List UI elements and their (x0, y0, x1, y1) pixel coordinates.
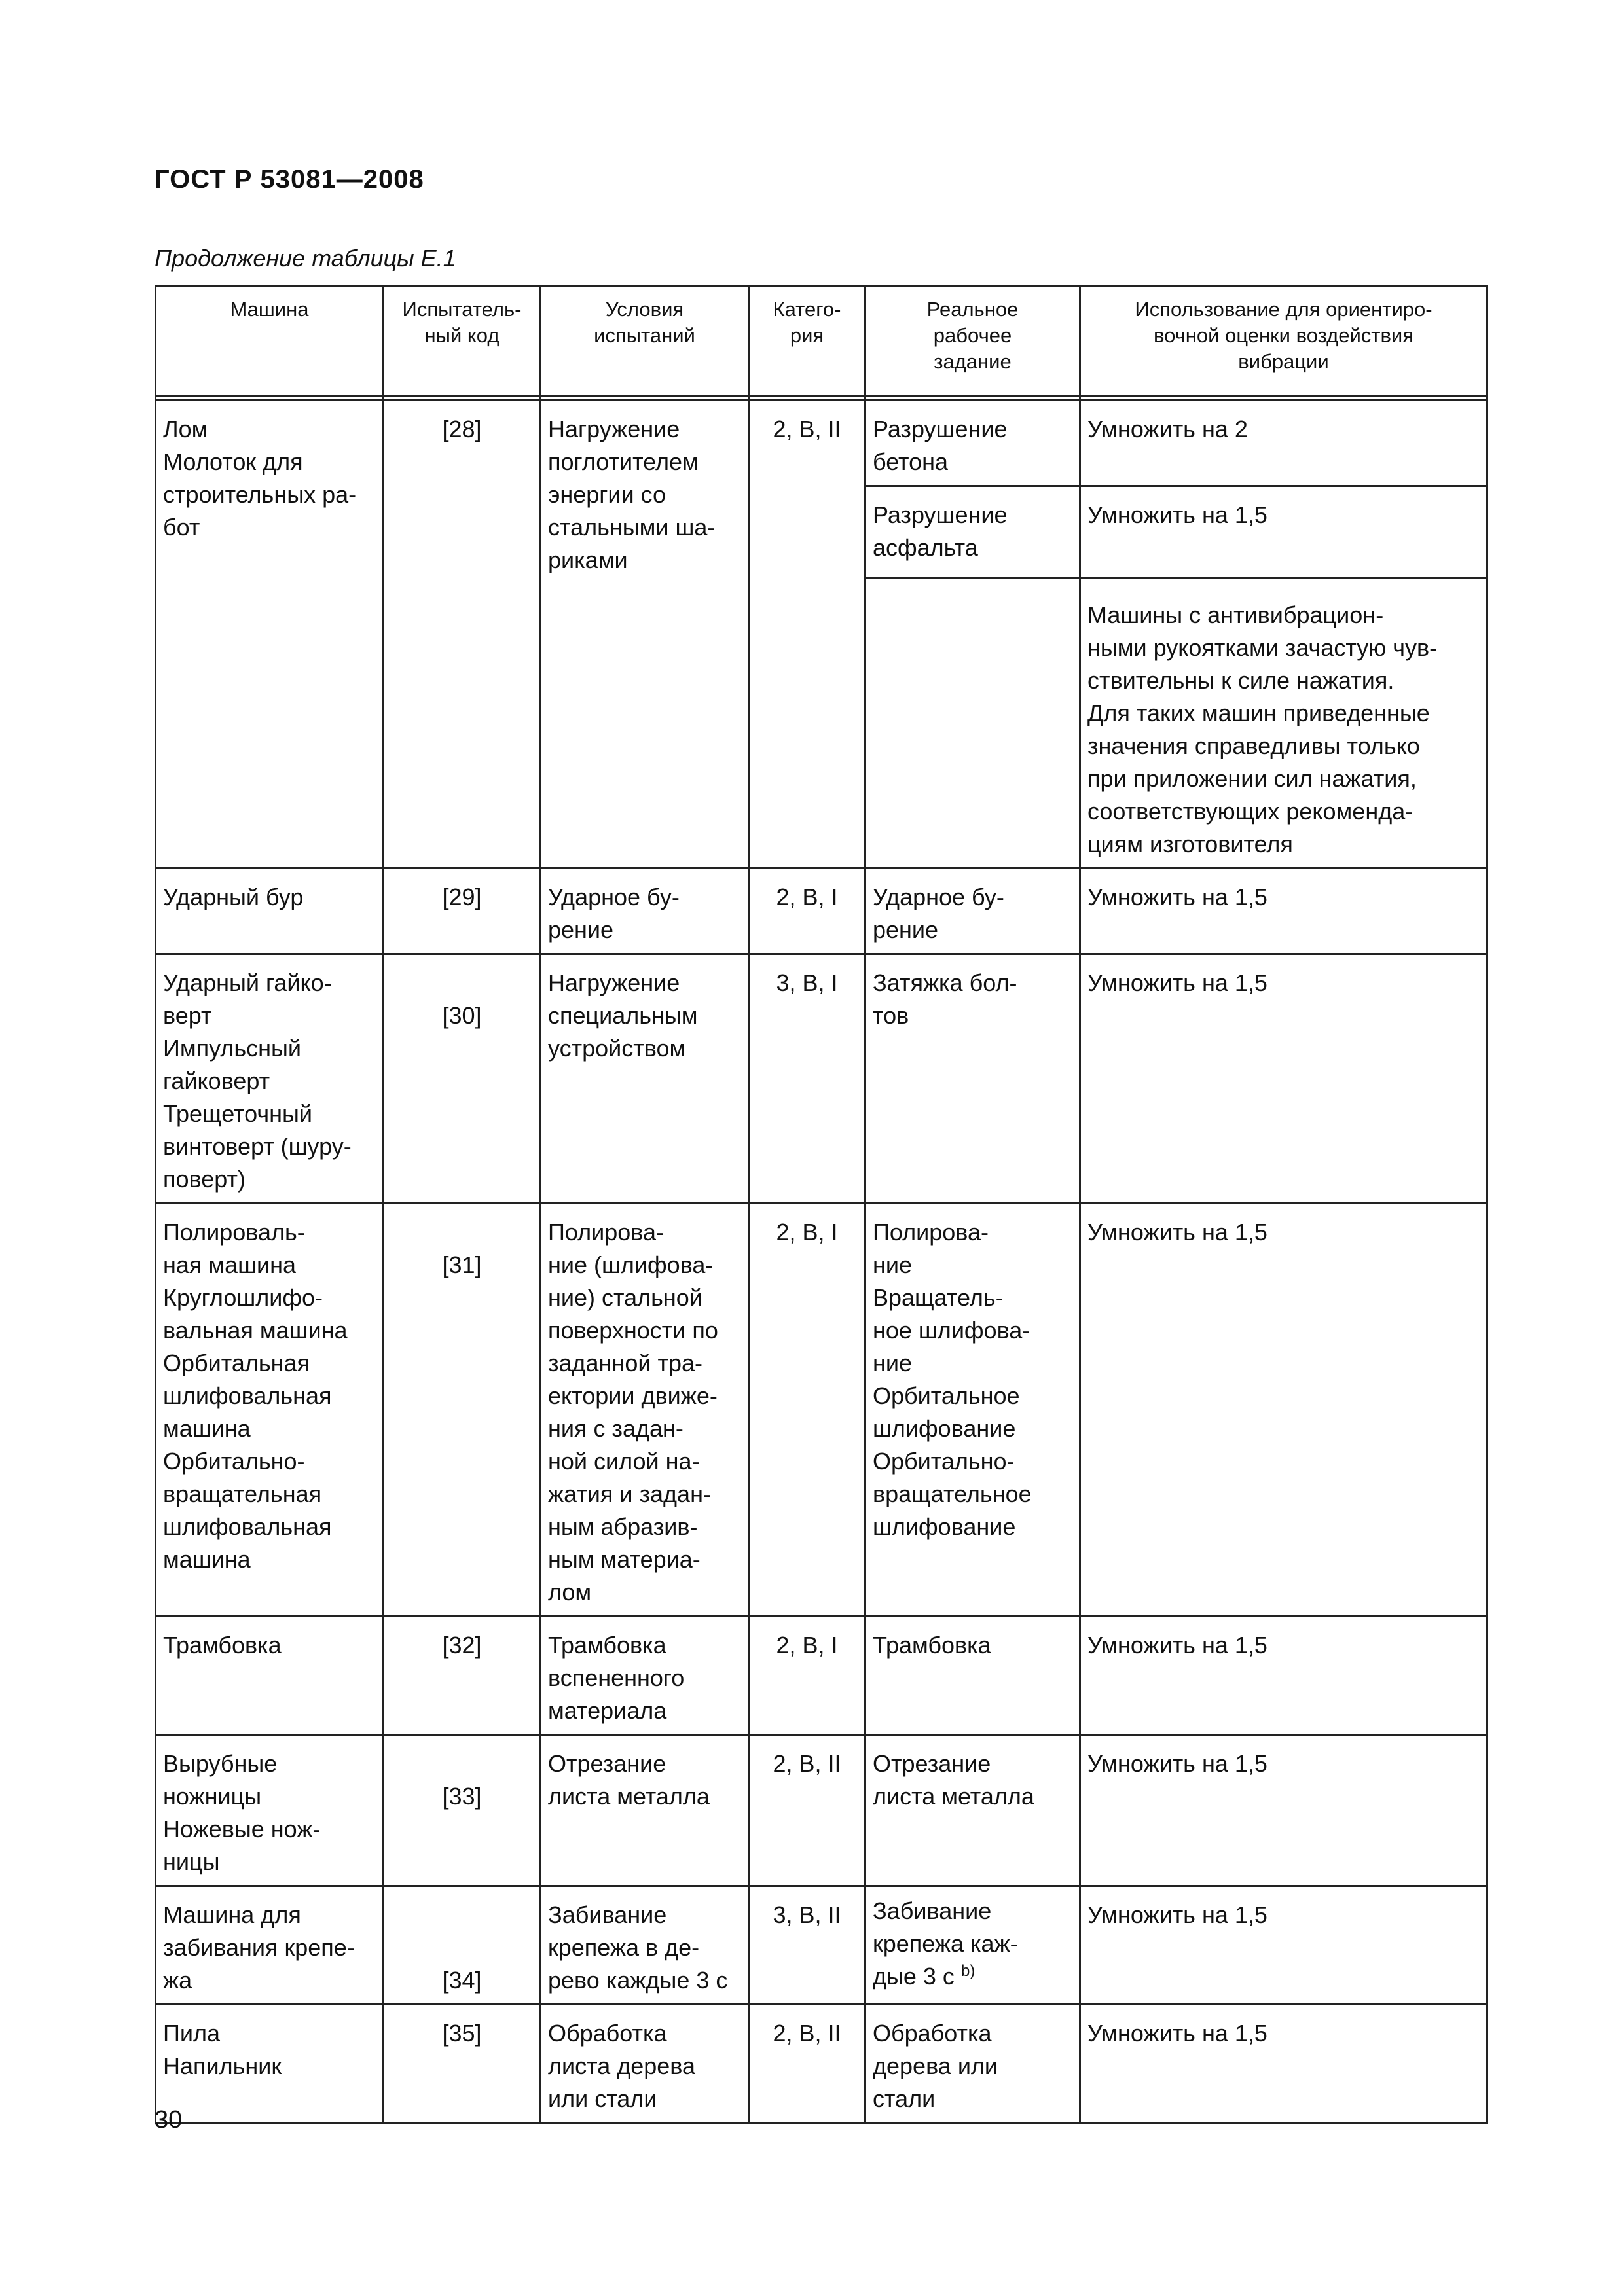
cell-machine: Машина для забивания крепе- жа (156, 1886, 384, 2005)
cell-real-task: Разрушение бетона (866, 401, 1080, 486)
cell-test-code: [28] (384, 401, 541, 869)
cell-usage: Умножить на 1,5 (1080, 954, 1487, 1204)
column-header-test-code: Испытатель- ный код (384, 287, 541, 396)
cell-machine: Лом Молоток для строительных ра- бот (156, 401, 384, 869)
cell-test-code: [34] (384, 1886, 541, 2005)
cell-category: 3, B, II (749, 1886, 866, 2005)
cell-real-task: Разрушение асфальта (866, 486, 1080, 579)
table-row (156, 1204, 1487, 1617)
column-header-category: Катего- рия (749, 287, 866, 396)
cell-test-code: [30] (384, 954, 541, 1204)
cell-machine: Ударный гайко- верт Импульсный гайковерт Трещеточный винтоверт (шуру- поверт) (156, 954, 384, 1204)
table-row (156, 1735, 1487, 1886)
cell-test-code: [33] (384, 1735, 541, 1886)
cell-machine: Полироваль- ная машина Круглошлифо- вальная машина Орбитальная шлифовальная машина Орбитально- вращательная шлифовальная машина (156, 1204, 384, 1617)
column-header-machine: Машина (156, 287, 384, 396)
cell-category: 2, B, II (749, 2005, 866, 2123)
cell-test-conditions: Нагружение поглотителем энергии со стальными ша- риками (541, 401, 749, 869)
table-row (156, 1617, 1487, 1735)
cell-usage: Умножить на 1,5 (1080, 1886, 1487, 2005)
cell-usage: Умножить на 1,5 (1080, 1204, 1487, 1617)
cell-real-task: Обработка дерева или стали (866, 2005, 1080, 2123)
table-row (156, 401, 1487, 486)
cell-machine: Вырубные ножницы Ножевые нож- ницы (156, 1735, 384, 1886)
cell-test-code: [32] (384, 1617, 541, 1735)
cell-category: 2, B, II (749, 401, 866, 869)
cell-test-conditions: Трамбовка вспененного материала (541, 1617, 749, 1735)
cell-usage: Умножить на 2 (1080, 401, 1487, 486)
table-row (156, 1886, 1487, 2005)
table-row (156, 869, 1487, 954)
cell-usage: Умножить на 1,5 (1080, 1735, 1487, 1886)
table-row (156, 954, 1487, 1204)
cell-category: 2, B, II (749, 1735, 866, 1886)
page-number: 30 (155, 2106, 183, 2134)
cell-test-conditions: Отрезание листа металла (541, 1735, 749, 1886)
cell-usage: Умножить на 1,5 (1080, 2005, 1487, 2123)
cell-test-code: [31] (384, 1204, 541, 1617)
cell-real-task (866, 579, 1080, 869)
vibration-table (155, 285, 1488, 2124)
cell-real-task: Полирова- ние Вращатель- ное шлифова- ние Орбитальное шлифование Орбитально- вращательное шлифование (866, 1204, 1080, 1617)
cell-category: 3, B, I (749, 954, 866, 1204)
cell-test-conditions: Полирова- ние (шлифова- ние) стальной поверхности по заданной тра- ектории движе- ния с задан- ной силой на- жатия и задан- ным абразив- ным материа- лом (541, 1204, 749, 1617)
table-caption: Продолжение таблицы Е.1 (155, 245, 456, 272)
table-header-row (156, 287, 1487, 396)
column-header-real-task: Реальное рабочее задание (866, 287, 1080, 396)
cell-machine: Трамбовка (156, 1617, 384, 1735)
cell-real-task: Отрезание листа металла (866, 1735, 1080, 1886)
table-row (156, 2005, 1487, 2123)
cell-usage: Умножить на 1,5 (1080, 1617, 1487, 1735)
column-header-usage: Использование для ориентиро- вочной оценки воздействия вибрации (1080, 287, 1487, 396)
cell-category: 2, B, I (749, 869, 866, 954)
task-text: Забивание крепежа каж- дые 3 с (873, 1897, 1018, 1990)
cell-test-code: [29] (384, 869, 541, 954)
cell-test-conditions: Забивание крепежа в де- рево каждые 3 с (541, 1886, 749, 2005)
cell-machine: Пила Напильник (156, 2005, 384, 2123)
cell-test-conditions: Обработка листа дерева или стали (541, 2005, 749, 2123)
cell-real-task: Ударное бу- рение (866, 869, 1080, 954)
cell-real-task (866, 1886, 1080, 2005)
cell-machine: Ударный бур (156, 869, 384, 954)
cell-test-conditions: Ударное бу- рение (541, 869, 749, 954)
footnote-marker: b) (960, 1962, 976, 1980)
cell-real-task: Трамбовка (866, 1617, 1080, 1735)
cell-usage: Умножить на 1,5 (1080, 486, 1487, 579)
header-separator (156, 396, 1487, 401)
cell-test-conditions: Нагружение специальным устройством (541, 954, 749, 1204)
cell-test-code: [35] (384, 2005, 541, 2123)
cell-real-task: Затяжка бол- тов (866, 954, 1080, 1204)
cell-category: 2, B, I (749, 1204, 866, 1617)
cell-usage: Умножить на 1,5 (1080, 869, 1487, 954)
column-header-test-conditions: Условия испытаний (541, 287, 749, 396)
cell-usage-note: Машины с антивибрацион- ными рукоятками зачастую чув- ствительны к силе нажатия. Для таких машин приведенные значения справедливы только при приложении сил нажатия, соответствующих рекоменда- циям изготовителя (1080, 579, 1487, 869)
cell-category: 2, B, I (749, 1617, 866, 1735)
document-title: ГОСТ Р 53081—2008 (155, 165, 424, 194)
